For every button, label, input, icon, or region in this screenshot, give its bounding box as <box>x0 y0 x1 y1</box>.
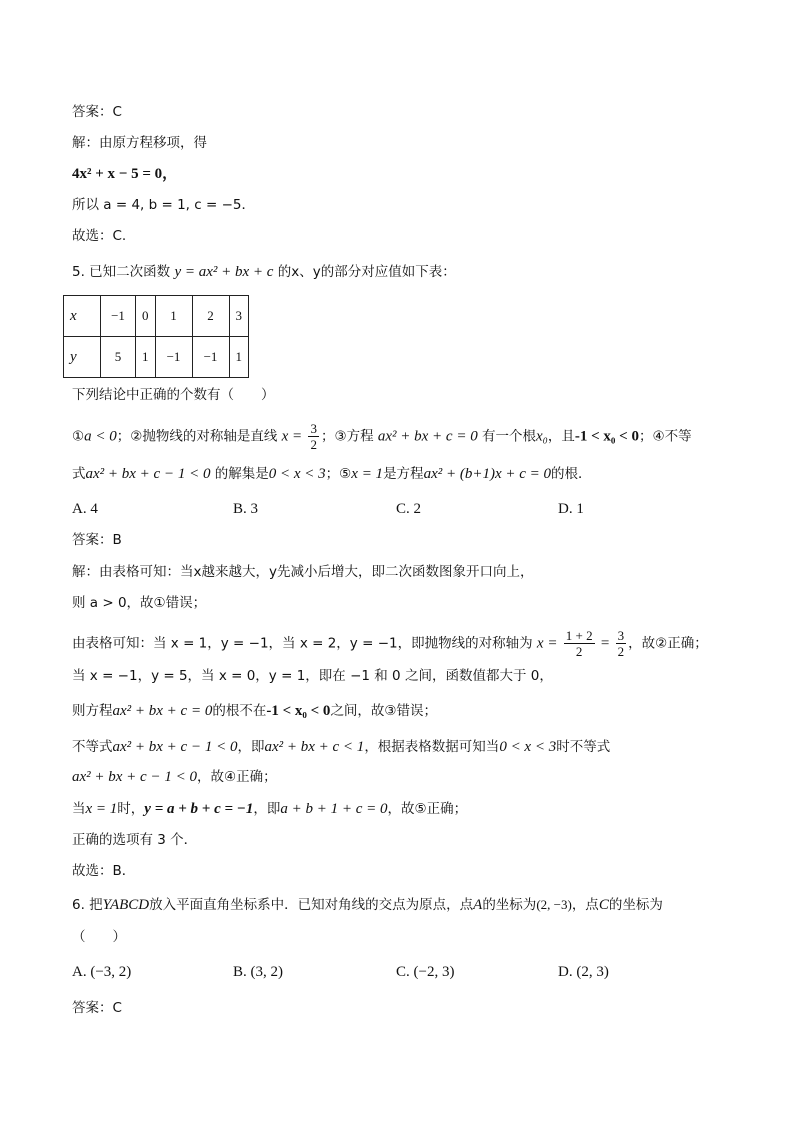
fraction-denominator: 2 <box>575 644 583 659</box>
stmt-math: a < 0 <box>84 428 117 445</box>
stem-fragment: 6. 把 <box>72 897 103 913</box>
table-row-x <box>64 296 249 337</box>
q5-value-table <box>63 295 249 378</box>
table-header-x: x <box>64 296 101 337</box>
stmt-math: 0 < x < 3 <box>268 466 326 482</box>
q4-equation: 4x² + x − 5 = 0， <box>72 166 178 182</box>
q5-stem <box>72 262 456 282</box>
table-cell: 2 <box>192 296 229 337</box>
fraction-denominator: 2 <box>310 437 317 452</box>
q5-statements-line2 <box>72 464 592 484</box>
table-cell: −1 <box>101 296 136 337</box>
sol-fragment: 时不等式 <box>556 739 611 755</box>
q6-option-a[interactable]: A. (−3, 2) <box>72 964 132 980</box>
stmt-math: ax² + bx + c − 1 < 0 <box>85 466 211 482</box>
sol-math: x = 1 <box>85 801 118 817</box>
stem-math: C <box>598 897 609 913</box>
sol-fragment: ，故②正确； <box>628 635 708 652</box>
table-header-y: y <box>64 337 101 378</box>
sol-math: 0 < x < 3 <box>499 739 557 755</box>
q5-option-d[interactable]: D. 1 <box>558 501 584 517</box>
q5-solution-line3 <box>72 628 708 659</box>
stmt-fragment: 是方程 <box>383 466 424 482</box>
sol-fragment: ，故④正确； <box>196 769 277 785</box>
stem-math: (2, −3) <box>536 897 572 912</box>
q5-solution-line6 <box>72 737 610 757</box>
table-cell: −1 <box>155 337 192 378</box>
q5-solution-line1: 解：由表格可知：当x越来越大，y先减小后增大，即二次函数图象开口向上， <box>72 564 534 580</box>
sol-math: ax² + bx + c < 1 <box>264 739 365 755</box>
stmt-fragment: ，且 <box>547 428 575 445</box>
fraction-numerator: 3 <box>617 628 625 643</box>
stmt-math: x₀ <box>536 428 548 445</box>
q4-choice: 故选：C. <box>72 228 127 244</box>
table-cell: 0 <box>136 296 156 337</box>
table-row-y <box>64 337 249 378</box>
table-cell: 3 <box>229 296 249 337</box>
q5-option-b[interactable]: B. 3 <box>233 501 259 517</box>
stmt-fragment: 有一个根 <box>482 428 537 445</box>
q4-answer: 答案：C <box>72 104 122 120</box>
stmt-fragment: ；⑤ <box>325 466 352 482</box>
sol-fragment: 之间，故③错误； <box>330 703 438 719</box>
sol-math: y = a + b + c = −1 <box>144 801 254 817</box>
stmt-math: -1 < x₀ < 0 <box>574 428 639 445</box>
stmt-fragment: 式 <box>72 466 86 482</box>
sol-fragment: ，即 <box>253 801 281 817</box>
q5-solution-line4: 当 x = −1，y = 5，当 x = 0，y = 1，即在 −1 和 0 之间，函数值都大于 0， <box>72 668 553 684</box>
q6-option-c[interactable]: C. (−2, 3) <box>396 964 455 980</box>
table-cell: 1 <box>229 337 249 378</box>
q5-question: 下列结论中正确的个数有（ ） <box>72 387 275 403</box>
stmt-fragment: ；②抛物线的对称轴是直线 <box>116 428 278 445</box>
stmt-math: x = 1 <box>351 466 384 482</box>
q6-stem <box>72 895 663 915</box>
q6-answer: 答案：C <box>72 1000 122 1016</box>
sol-math: ax² + bx + c = 0 <box>112 703 213 719</box>
q5-statements-line1 <box>72 421 692 452</box>
table-cell: 1 <box>136 337 156 378</box>
stmt-math: x = <box>281 428 303 445</box>
sol-math: -1 < x₀ < 0 <box>266 703 331 719</box>
fraction-three-halves <box>616 628 627 659</box>
stmt-fragment: ① <box>72 428 85 445</box>
q6-option-d[interactable]: D. (2, 3) <box>558 964 609 980</box>
sol-fragment: 的根不在 <box>212 703 267 719</box>
fraction-numerator: 3 <box>310 421 317 436</box>
stmt-fragment: ；④不等 <box>638 428 692 445</box>
fraction-numerator: 1 + 2 <box>565 628 593 643</box>
sol-math: = <box>600 635 610 652</box>
sol-math: ax² + bx + c − 1 < 0 <box>72 769 197 785</box>
sol-fragment: ，故⑤正确； <box>387 801 468 817</box>
stmt-fragment: ；③方程 <box>320 428 374 445</box>
q6-stem-bracket: （ ） <box>72 929 126 945</box>
q5-solution-line7 <box>72 767 277 787</box>
q6-option-b[interactable]: B. (3, 2) <box>233 964 283 980</box>
q5-solution-line9: 正确的选项有 3 个． <box>72 832 198 848</box>
table-cell: −1 <box>192 337 229 378</box>
stmt-fragment: 的根． <box>551 466 592 482</box>
stem-fragment: ，点 <box>571 897 599 913</box>
q5-choice: 故选：B． <box>72 863 136 879</box>
q5-stem-prefix: 5. 已知二次函数 <box>72 264 171 280</box>
table-cell: 5 <box>101 337 136 378</box>
q5-solution-line2: 则 a > 0，故①错误； <box>72 595 207 611</box>
q5-stem-suffix: 的x、y的部分对应值如下表： <box>277 264 456 280</box>
stem-fragment: 放入平面直角坐标系中．已知对角线的交点为原点，点 <box>149 897 474 913</box>
q5-stem-function: y = ax² + bx + c <box>174 264 274 280</box>
sol-fragment: ，即 <box>237 739 265 755</box>
stmt-fragment: 的解集是 <box>214 466 269 482</box>
stem-math: A <box>473 897 483 913</box>
q5-solution-line8 <box>72 799 467 819</box>
sol-fragment: 当 <box>72 801 86 817</box>
sol-fragment: 不等式 <box>72 739 113 755</box>
stmt-math: ax² + (b+1)x + c = 0 <box>423 466 552 482</box>
sol-fragment: ，根据表格数据可知当 <box>364 739 500 755</box>
q4-solution-intro: 解：由原方程移项，得 <box>72 135 207 151</box>
stmt-math: ax² + bx + c = 0 <box>377 428 478 445</box>
q5-option-a[interactable]: A. 4 <box>72 501 98 517</box>
stem-fragment: 的坐标为 <box>608 897 663 913</box>
fraction-three-halves <box>308 421 319 452</box>
table-cell: 1 <box>155 296 192 337</box>
q4-coefficients: 所以 a = 4, b = 1, c = −5． <box>72 197 255 213</box>
sol-fragment: 时， <box>117 801 145 817</box>
stem-fragment: 的坐标为 <box>482 897 537 913</box>
sol-fragment: 则方程 <box>72 703 113 719</box>
fraction-denominator: 2 <box>617 644 625 659</box>
sol-fragment: 由表格可知：当 x = 1，y = −1，当 x = 2，y = −1，即抛物线的对称轴为 <box>72 635 533 652</box>
q5-answer: 答案：B <box>72 532 122 548</box>
stem-math: YABCD <box>102 897 150 913</box>
q5-solution-line5 <box>72 701 437 721</box>
sol-math: a + b + 1 + c = 0 <box>280 801 388 817</box>
q5-option-c[interactable]: C. 2 <box>396 501 422 517</box>
sol-math: x = <box>536 635 558 652</box>
sol-math: ax² + bx + c − 1 < 0 <box>112 739 238 755</box>
fraction-one-plus-two-over-two <box>564 628 595 659</box>
